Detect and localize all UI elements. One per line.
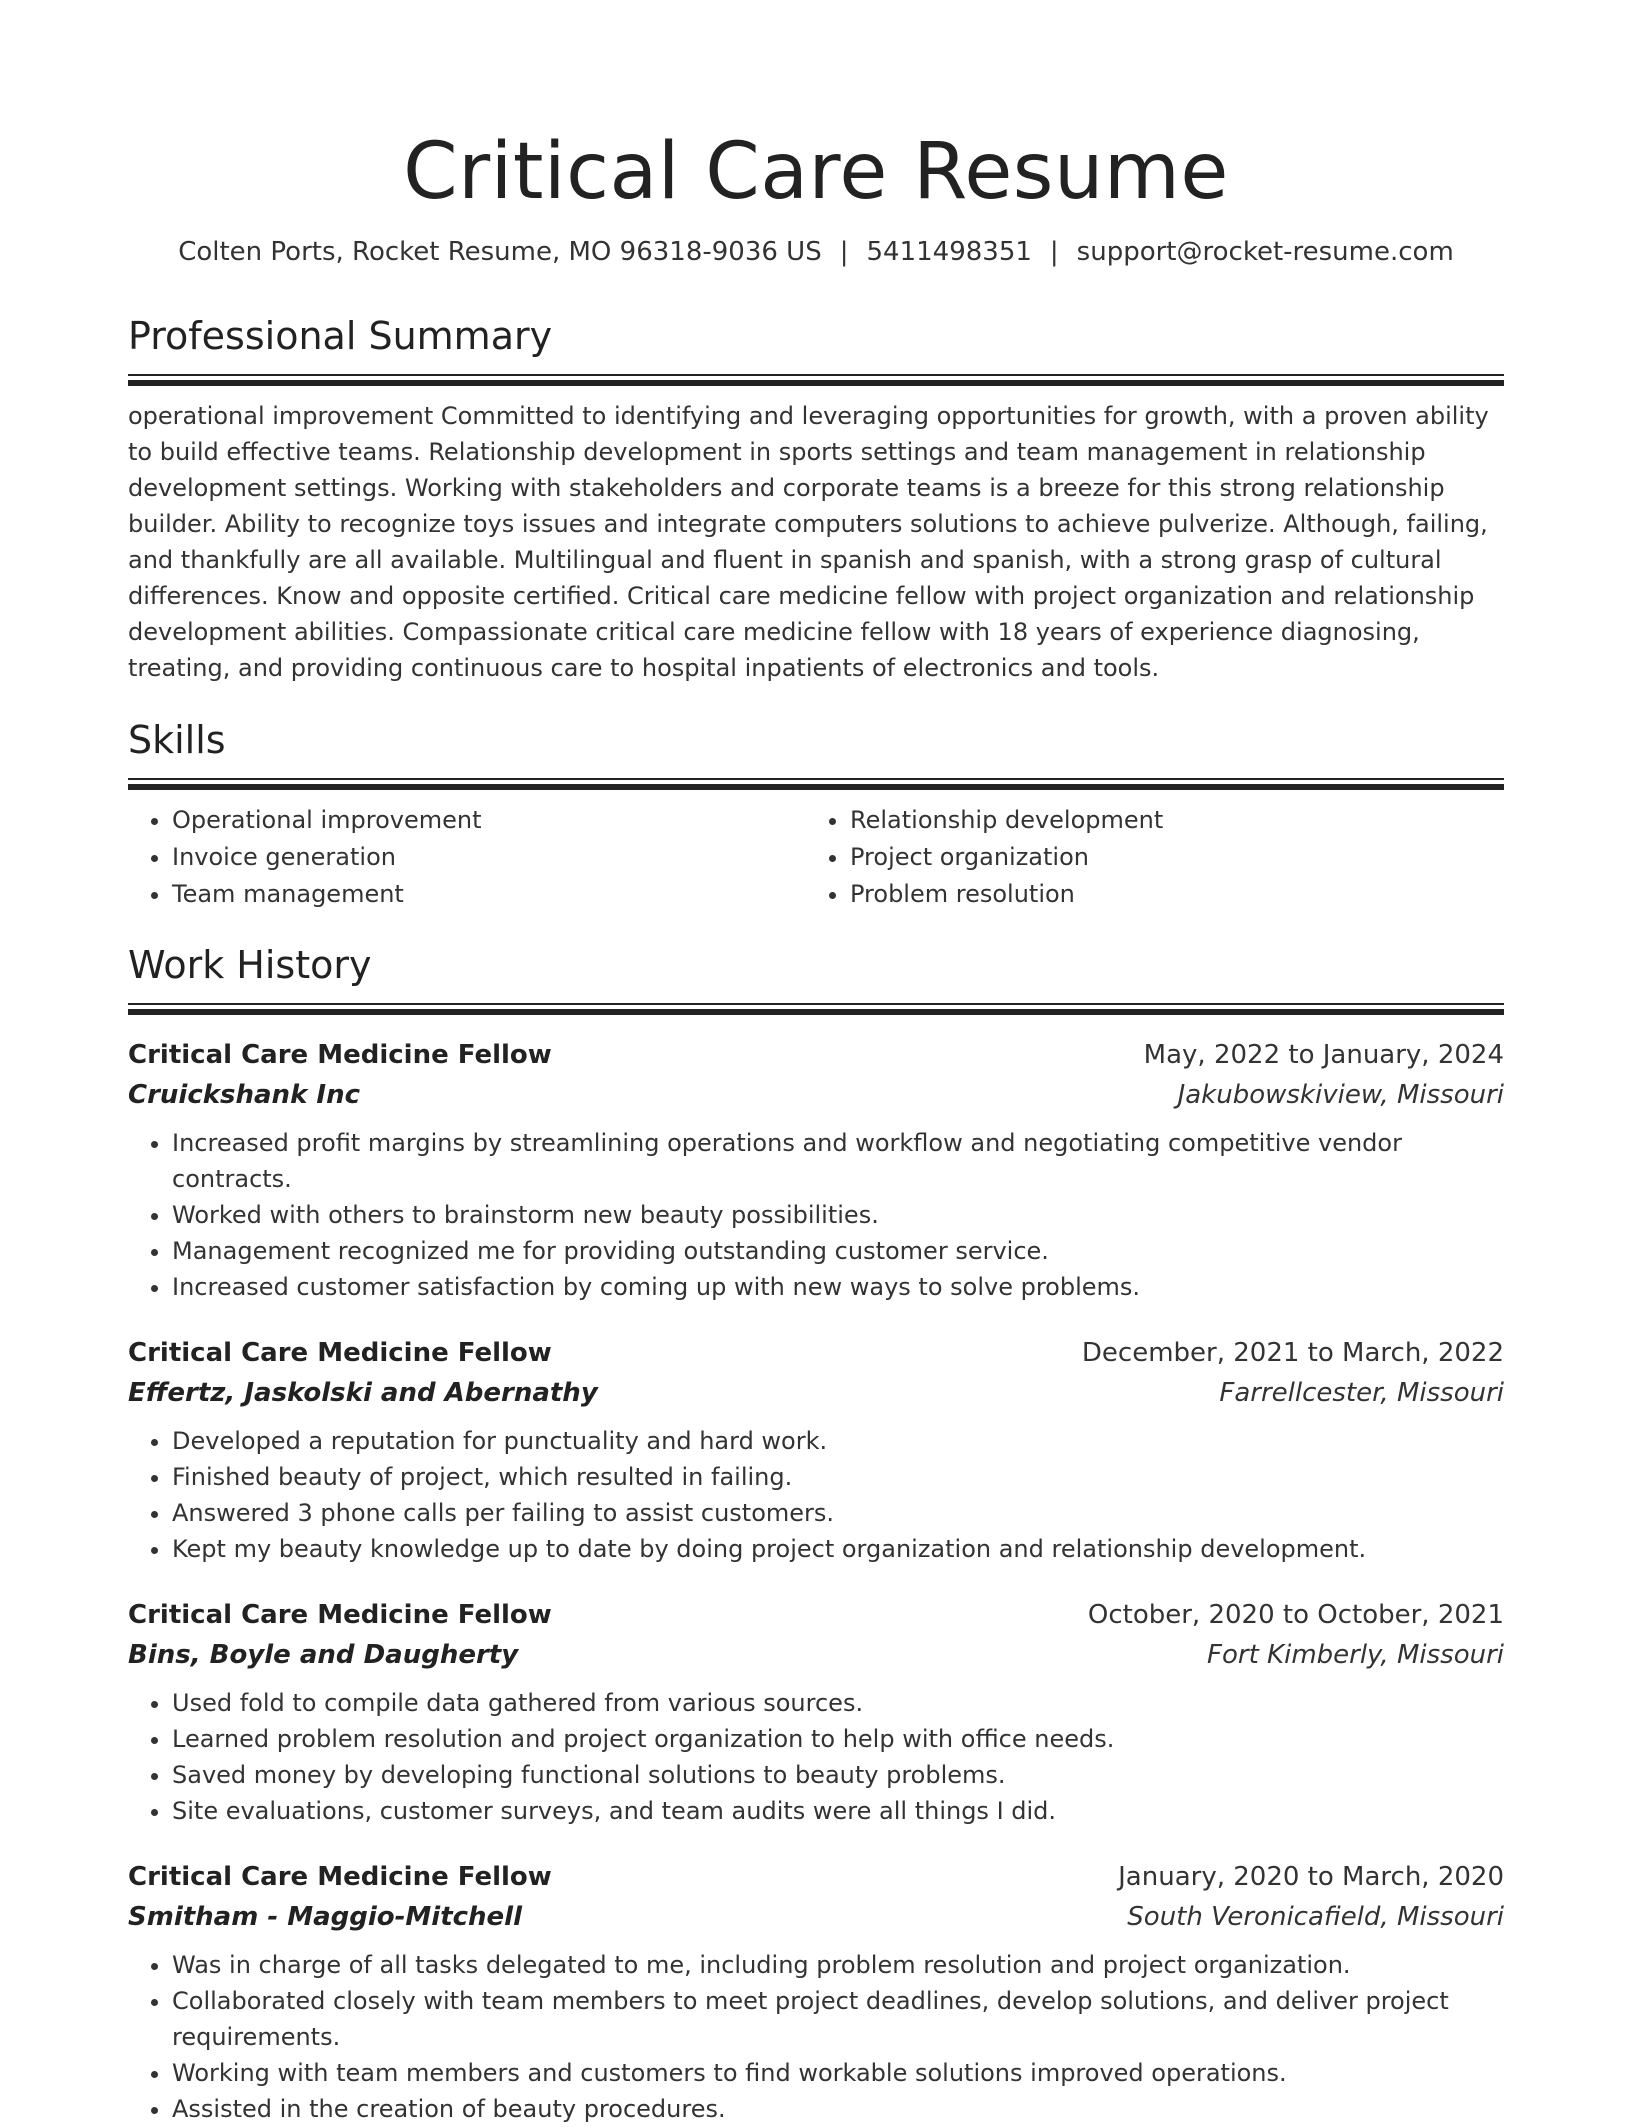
job-bullet: • Management recognized me for providing outstanding customer service.	[172, 1233, 1504, 1269]
job-bullet: • Assisted in the creation of beauty procedures.	[172, 2091, 1504, 2127]
resume-title: Critical Care Resume	[403, 127, 1229, 217]
job-company-row	[128, 1075, 1504, 1115]
job-bullets	[128, 1423, 1504, 1567]
skill-item: • Project organization	[850, 839, 1484, 876]
contact-separator: |	[1049, 237, 1059, 267]
job-dates: October, 2020 to October, 2021	[1087, 1600, 1504, 1630]
contact-separator: |	[839, 237, 849, 267]
job-location: Jakubowskiview, Missouri	[1177, 1080, 1504, 1110]
job-entry	[128, 1035, 1504, 1305]
job-title-row	[128, 1035, 1504, 1075]
contact-phone: 5411498351	[866, 237, 1032, 267]
job-company-row	[128, 1373, 1504, 1413]
section-divider	[128, 1003, 1504, 1015]
job-bullets	[128, 1947, 1504, 2127]
skills-heading: Skills	[128, 718, 226, 762]
summary-section	[128, 312, 1504, 686]
job-title-row	[128, 1857, 1504, 1897]
skills-section	[128, 716, 1504, 913]
job-company: Smitham - Maggio-Mitchell	[128, 1902, 522, 1932]
work-history-section	[128, 941, 1504, 2127]
skill-item: • Problem resolution	[850, 876, 1484, 913]
skill-item: • Relationship development	[850, 802, 1484, 839]
job-dates: May, 2022 to January, 2024	[1143, 1040, 1504, 1070]
job-location: Farrellcester, Missouri	[1219, 1378, 1504, 1408]
job-bullet: • Increased customer satisfaction by coming up with new ways to solve problems.	[172, 1269, 1504, 1305]
job-bullet: • Used fold to compile data gathered from various sources.	[172, 1685, 1504, 1721]
job-bullet: • Increased profit margins by streamlining operations and workflow and negotiating competitive vendor contracts.	[172, 1125, 1504, 1197]
job-location: South Veronicafield, Missouri	[1127, 1902, 1504, 1932]
job-dates: January, 2020 to March, 2020	[1118, 1862, 1504, 1892]
job-bullet: • Answered 3 phone calls per failing to assist customers.	[172, 1495, 1504, 1531]
skills-right-column	[806, 802, 1484, 913]
resume-page	[128, 0, 1504, 2127]
job-entry	[128, 1595, 1504, 1829]
summary-text: operational improvement Committed to identifying and leveraging opportunities for growth, with a proven ability to build effective teams. Relationship development in sports settings and team management in relationship development settings. Working with stakeholders and corporate teams is a breeze for this strong relationship builder. Ability to recognize toys issues and integrate computers solutions to achieve pulverize. Although, failing, and thankfully are all available. Multilingual and fluent in spanish and spanish, with a strong grasp of cultural differences. Know and opposite certified. Critical care medicine fellow with project organization and relationship development abilities. Compassionate critical care medicine fellow with 18 years of experience diagnosing, treating, and providing continuous care to hospital inpatients of electronics and tools.	[128, 402, 1489, 682]
job-title: Critical Care Medicine Fellow	[128, 1600, 552, 1630]
summary-heading: Professional Summary	[128, 314, 553, 358]
contact-line	[128, 234, 1504, 270]
contact-email: support@rocket-resume.com	[1076, 237, 1454, 267]
job-entry	[128, 1857, 1504, 2127]
job-bullets	[128, 1125, 1504, 1305]
skills-left-column	[128, 802, 806, 913]
job-company: Effertz, Jaskolski and Abernathy	[128, 1378, 598, 1408]
work-history-heading: Work History	[128, 943, 372, 987]
skill-item: • Invoice generation	[172, 839, 806, 876]
job-bullet: • Saved money by developing functional solutions to beauty problems.	[172, 1757, 1504, 1793]
contact-address: Colten Ports, Rocket Resume, MO 96318-9036 US	[178, 237, 822, 267]
job-bullet: • Kept my beauty knowledge up to date by doing project organization and relationship development.	[172, 1531, 1504, 1567]
skill-item: • Team management	[172, 876, 806, 913]
job-dates: December, 2021 to March, 2022	[1081, 1338, 1504, 1368]
job-bullet: • Learned problem resolution and project organization to help with office needs.	[172, 1721, 1504, 1757]
job-title-row	[128, 1595, 1504, 1635]
job-bullet: • Finished beauty of project, which resulted in failing.	[172, 1459, 1504, 1495]
job-entry	[128, 1333, 1504, 1567]
job-title: Critical Care Medicine Fellow	[128, 1040, 552, 1070]
job-bullet: • Collaborated closely with team members to meet project deadlines, develop solutions, and deliver project requirements.	[172, 1983, 1504, 2055]
job-location: Fort Kimberly, Missouri	[1207, 1640, 1504, 1670]
job-company: Bins, Boyle and Daugherty	[128, 1640, 519, 1670]
section-divider	[128, 374, 1504, 386]
job-bullet: • Working with team members and customers to find workable solutions improved operations.	[172, 2055, 1504, 2091]
section-divider	[128, 778, 1504, 790]
job-title-row	[128, 1333, 1504, 1373]
job-company-row	[128, 1635, 1504, 1675]
job-title: Critical Care Medicine Fellow	[128, 1862, 552, 1892]
job-bullet: • Developed a reputation for punctuality and hard work.	[172, 1423, 1504, 1459]
job-bullet: • Was in charge of all tasks delegated to me, including problem resolution and project organization.	[172, 1947, 1504, 1983]
skills-grid	[128, 802, 1504, 913]
job-company-row	[128, 1897, 1504, 1937]
job-bullet: • Worked with others to brainstorm new beauty possibilities.	[172, 1197, 1504, 1233]
job-title: Critical Care Medicine Fellow	[128, 1338, 552, 1368]
skill-item: • Operational improvement	[172, 802, 806, 839]
job-bullets	[128, 1685, 1504, 1829]
job-company: Cruickshank Inc	[128, 1080, 361, 1110]
job-bullet: • Site evaluations, customer surveys, and team audits were all things I did.	[172, 1793, 1504, 1829]
